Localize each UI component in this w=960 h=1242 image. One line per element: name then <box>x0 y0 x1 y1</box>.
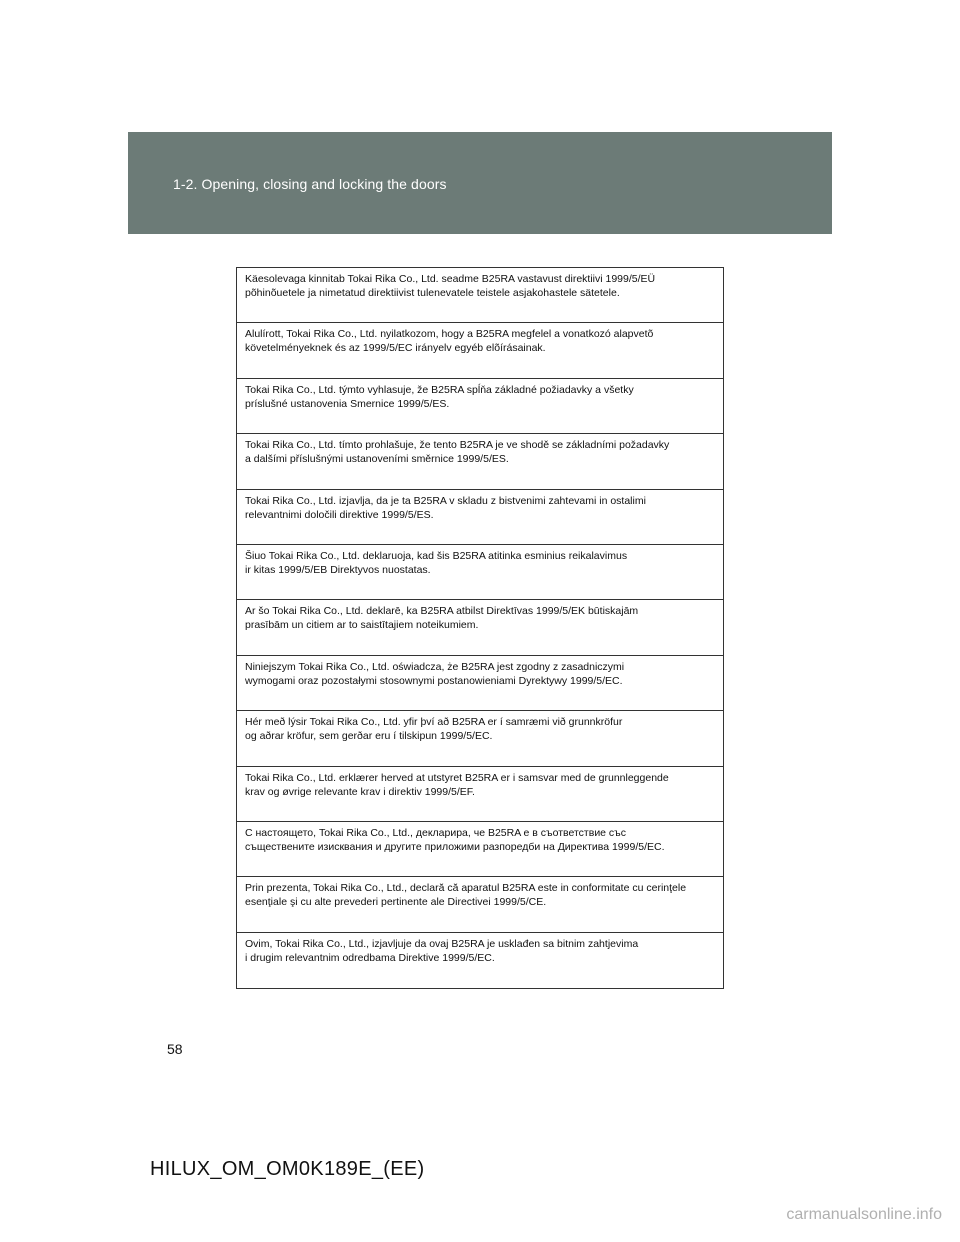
document-code: HILUX_OM_OM0K189E_(EE) <box>150 1158 425 1180</box>
declaration-row-polish <box>237 656 723 711</box>
declaration-text-line: a dalšími příslušnými ustanoveními směrnice 1999/5/ES. <box>245 453 509 466</box>
declaration-text-line: ir kitas 1999/5/EB Direktyvos nuostatas. <box>245 563 431 576</box>
declaration-text-line: Alulírott, Tokai Rika Co., Ltd. nyilatkozom, hogy a B25RA megfelel a vonatkozó alapvetõ <box>245 328 654 341</box>
declaration-text-line: wymogami oraz pozostałymi stosownymi postanowieniami Dyrektywy 1999/5/EC. <box>245 674 623 687</box>
declaration-text-line: Šiuo Tokai Rika Co., Ltd. deklaruoja, kad šis B25RA atitinka esminius reikalavimus <box>245 549 628 562</box>
declaration-text-line: príslušné ustanovenia Smernice 1999/5/ES. <box>245 397 450 410</box>
declaration-row-icelandic <box>237 711 723 766</box>
declaration-text-line: Ar šo Tokai Rika Co., Ltd. deklarē, ka B25RA atbilst Direktīvas 1999/5/EK būtiskajām <box>245 605 639 618</box>
declaration-text-line: Käesolevaga kinnitab Tokai Rika Co., Ltd. seadme B25RA vastavust direktiivi 1999/5/EÜ <box>245 273 656 285</box>
declaration-text-line: Tokai Rika Co., Ltd. týmto vyhlasuje, že B25RA spĺňa základné požiadavky a všetky <box>245 383 634 396</box>
declaration-text-line: Hér með lýsir Tokai Rika Co., Ltd. yfir því að B25RA er í samræmi við grunnkröfur <box>245 716 623 729</box>
declaration-text-line: prasībām un citiem ar to saistītajiem noteikumiem. <box>245 619 479 632</box>
declaration-text-line: Ovim, Tokai Rika Co., Ltd., izjavljuje da ovaj B25RA je usklađen sa bitnim zahtjevima <box>245 937 639 950</box>
declaration-text-line: Prin prezenta, Tokai Rika Co., Ltd., declară că aparatul B25RA este in conformitate cu cerinţele <box>245 882 687 895</box>
declaration-text-line: põhinõuetele ja nimetatud direktiivist tulenevatele teistele asjakohastele sätetele. <box>245 287 620 299</box>
declaration-row-croatian <box>237 933 723 988</box>
declaration-text-line: съществените изисквания и другите приложими разпоредби на Директива 1999/5/ЕС. <box>245 840 665 853</box>
declaration-row-slovenian <box>237 490 723 545</box>
declaration-row-czech <box>237 434 723 489</box>
page-number: 58 <box>167 1041 183 1057</box>
declaration-row-estonian <box>237 268 723 323</box>
section-header-band <box>128 132 832 234</box>
declaration-row-hungarian <box>237 323 723 378</box>
declaration-text-line: esenţiale şi cu alte prevederi pertinente ale Directivei 1999/5/CE. <box>245 896 547 909</box>
declaration-row-romanian <box>237 877 723 932</box>
declaration-row-norwegian <box>237 767 723 822</box>
declaration-row-bulgarian <box>237 822 723 877</box>
declaration-row-slovak <box>237 379 723 434</box>
declaration-text-line: i drugim relevantnim odredbama Direktive 1999/5/EC. <box>245 951 495 964</box>
declaration-text-line: Tokai Rika Co., Ltd. erklærer herved at utstyret B25RA er i samsvar med de grunnleggende <box>245 771 669 784</box>
declaration-row-latvian <box>237 600 723 655</box>
declaration-text-line: relevantnimi določili direktive 1999/5/ES. <box>245 508 434 521</box>
declaration-row-lithuanian <box>237 545 723 600</box>
declaration-text-line: С настоящето, Tokai Rika Co., Ltd., декларира, че B25RA е в съответствие със <box>245 826 626 839</box>
section-title: 1-2. Opening, closing and locking the doors <box>173 176 447 192</box>
declaration-text-line: Tokai Rika Co., Ltd. izjavlja, da je ta B25RA v skladu z bistvenimi zahtevami in ostalimi <box>245 494 646 507</box>
declaration-text-line: Niniejszym Tokai Rika Co., Ltd. oświadcza, że B25RA jest zgodny z zasadniczymi <box>245 660 625 673</box>
site-watermark: carmanualsonline.info <box>786 1206 942 1223</box>
declaration-text-line: krav og øvrige relevante krav i direktiv 1999/5/EF. <box>245 785 475 798</box>
declaration-text-line: követelményeknek és az 1999/5/EC irányelv egyéb elõírásainak. <box>245 342 546 355</box>
declaration-table <box>236 267 724 989</box>
declaration-text-line: Tokai Rika Co., Ltd. tímto prohlašuje, že tento B25RA je ve shodě se základními požadavky <box>245 439 670 452</box>
declaration-text-line: og aðrar kröfur, sem gerðar eru í tilskipun 1999/5/EC. <box>245 730 493 743</box>
